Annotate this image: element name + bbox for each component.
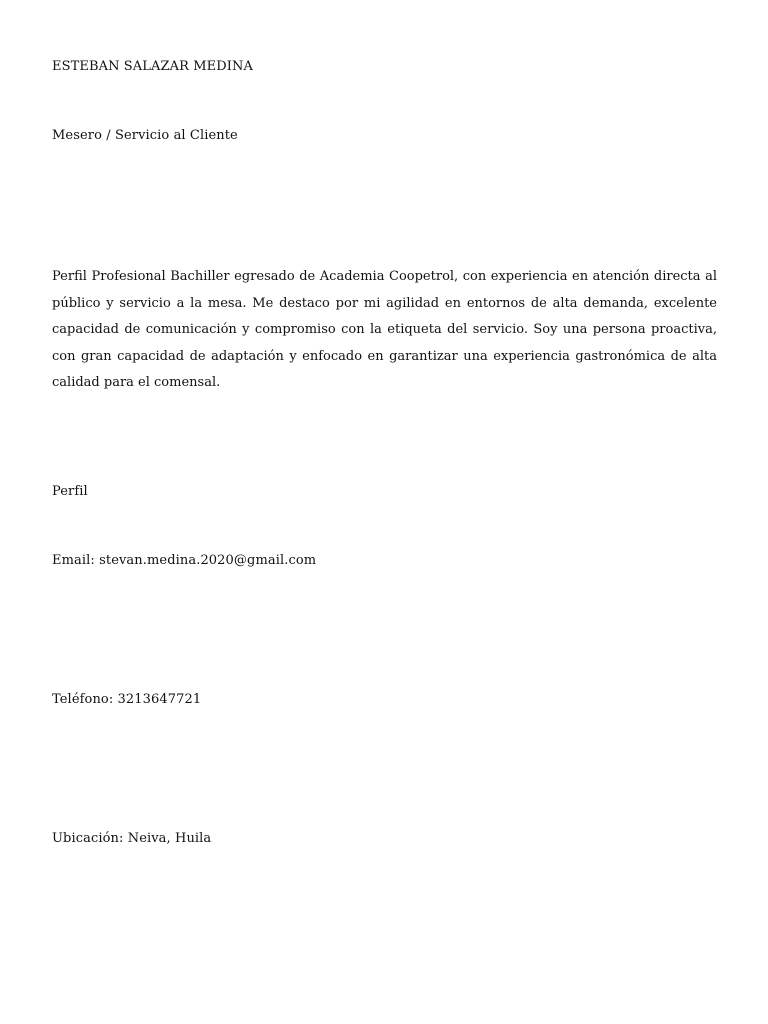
contact-email: Email: stevan.medina.2020@gmail.com (52, 553, 317, 568)
contact-phone: Teléfono: 3213647721 (52, 692, 202, 707)
profile-paragraph: Perfil Profesional Bachiller egresado de Academia Coopetrol, con experiencia en atención directa al público y servicio a la mesa. Me destaco por mi agilidad en entornos de alta demanda, excelente capacidad de comunicación y compromiso con la etiqueta del servicio. Soy una persona proactiva, con gran capacidad de adaptación y enfocado en garantizar una experiencia gastronómica de alta calidad para el comensal. (52, 269, 717, 390)
section-title-perfil: Perfil (52, 484, 88, 499)
candidate-name: ESTEBAN SALAZAR MEDINA (52, 59, 253, 74)
contact-location: Ubicación: Neiva, Huila (52, 831, 212, 846)
candidate-role: Mesero / Servicio al Cliente (52, 128, 238, 143)
